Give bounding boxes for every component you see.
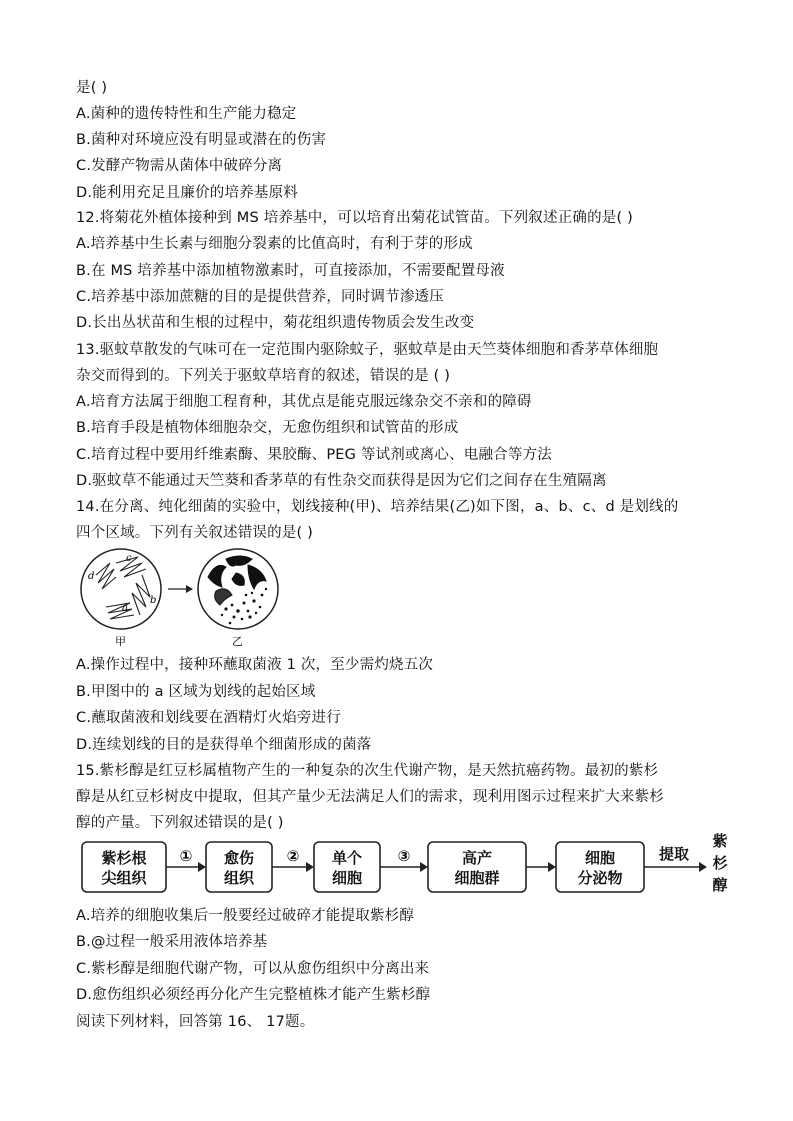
text-line: 15.紫杉醇是红豆杉属植物产生的一种复杂的次生代谢产物，是天然抗癌药物。最初的紫杉 (76, 763, 659, 779)
text-line: B.菌种对环境应没有明显或潜在的伤害 (76, 132, 327, 148)
flow-box-label: 分泌物 (577, 869, 623, 887)
text-line: 是( ) (76, 80, 108, 96)
product-label: 杉 (712, 854, 728, 872)
text-line: 醇是从红豆杉树皮中提取，但其产量少无法满足人们的需求，现利用图示过程来扩大来紫杉 (76, 789, 664, 805)
dish-yi-label: 乙 (232, 635, 243, 648)
step-number: ② (286, 847, 300, 865)
text-line: 四个区域。下列有关叙述错误的是( ) (76, 525, 314, 541)
text-line: A.培养基中生长素与细胞分裂素的比值高时，有利于芽的形成 (76, 236, 473, 252)
region-b-label: b (150, 595, 157, 606)
text-line: 阅读下列材料，回答第 16、 17题。 (76, 1014, 315, 1030)
flow-box-label: 尖组织 (101, 869, 147, 887)
taxol-process-flowchart (76, 832, 726, 902)
flow-box-label: 紫杉根 (101, 849, 147, 867)
text-line: C.培养基中添加蔗糖的目的是提供营养，同时调节渗透压 (76, 289, 444, 305)
product-label: 醇 (712, 876, 728, 894)
step-number: ③ (397, 847, 411, 865)
text-line: C.蘸取菌液和划线要在酒精灯火焰旁进行 (76, 710, 342, 726)
text-line: C.紫杉醇是细胞代谢产物，可以从愈伤组织中分离出来 (76, 961, 430, 977)
text-line: A.培育方法属于细胞工程育种，其优点是能克服远缘杂交不亲和的障碍 (76, 394, 532, 410)
text-line: A.培养的细胞收集后一般要经过破碎才能提取紫杉醇 (76, 908, 415, 924)
text-line: A.操作过程中，接种环蘸取菌液 1 次，至少需灼烧五次 (76, 657, 434, 673)
text-line: 12.将菊花外植体接种到 MS 培养基中，可以培育出菊花试管苗。下列叙述正确的是( ) (76, 210, 634, 226)
flow-box-label: 细胞 (331, 869, 363, 887)
flow-box-label: 细胞群 (454, 869, 500, 887)
text-line: 杂交而得到的。下列关于驱蚊草培育的叙述，错误的是 ( ) (76, 368, 451, 384)
text-line: C.培育过程中要用纤维素酶、果胶酶、PEG 等试剂或离心、电融合等方法 (76, 447, 552, 463)
text-line: D.长出丛状苗和生根的过程中，菊花组织遗传物质会发生改变 (76, 315, 475, 331)
flow-box-label: 组织 (223, 869, 255, 887)
text-line: 醇的产量。下列叙述错误的是( ) (76, 815, 284, 831)
extract-label: 提取 (658, 845, 690, 863)
text-line: B.培育手段是植物体细胞杂交，无愈伤组织和试管苗的形成 (76, 420, 459, 436)
arrow-right-icon (526, 862, 556, 872)
text-line: A.菌种的遗传特性和生产能力稳定 (76, 106, 297, 122)
region-c-label: c (126, 553, 132, 564)
dish-jia-label: 甲 (115, 635, 126, 648)
text-line: D.能利用充足且廉价的培养基原料 (76, 185, 298, 201)
text-line: 14.在分离、纯化细菌的实验中，划线接种(甲)、培养结果(乙)如下图，a、b、c、d 是划线的 (76, 499, 679, 515)
flow-box-label: 细胞 (584, 849, 616, 867)
text-line: D.驱蚊草不能通过天竺葵和香茅草的有性杂交而获得是因为它们之间存在生殖隔离 (76, 473, 607, 489)
region-a-label: a (122, 603, 128, 614)
region-d-label: d (88, 571, 95, 582)
arrow-right-icon (644, 862, 707, 872)
flow-box-label: 高产 (461, 849, 493, 867)
flow-box-label: 愈伤 (223, 849, 255, 867)
text-line: D.连续划线的目的是获得单个细菌形成的菌落 (76, 737, 372, 753)
flow-box-label: 单个 (331, 849, 363, 867)
streak-plate-figure (76, 545, 286, 650)
product-label: 紫 (712, 832, 728, 850)
step-number: ① (179, 847, 193, 865)
text-line: D.愈伤组织必须经再分化产生完整植株才能产生紫杉醇 (76, 987, 431, 1003)
text-line: B.甲图中的 a 区域为划线的起始区域 (76, 684, 316, 700)
arrow-right-icon (168, 585, 193, 593)
text-line: B.在 MS 培养基中添加植物激素时，可直接添加，不需要配置母液 (76, 263, 505, 279)
text-line: C.发酵产物需从菌体中破碎分离 (76, 158, 283, 174)
text-line: 13.驱蚊草散发的气味可在一定范围内驱除蚊子，驱蚊草是由天竺葵体细胞和香茅草体细胞 (76, 342, 659, 358)
text-line: B.@过程一般采用液体培养基 (76, 934, 268, 950)
